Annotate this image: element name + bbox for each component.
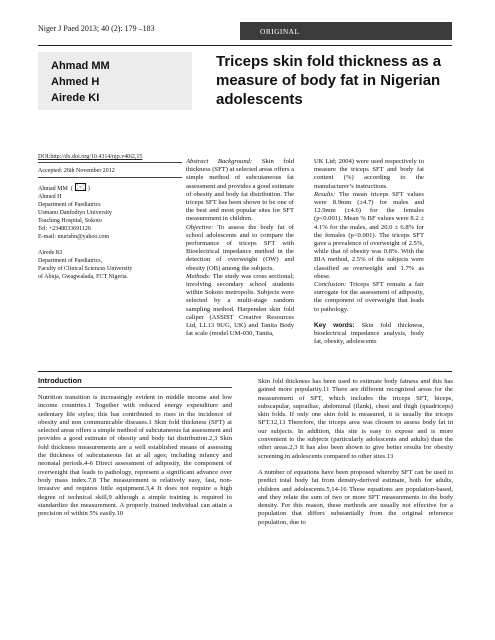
divider [38,387,232,388]
affiliation-phone: Tel: +2348033691126 [38,226,91,232]
abstract-conclusion [314,281,424,314]
affiliation-line: Faculty of Clinical Sciences University [38,266,133,272]
abstract-methods-cont: UK Ltd; 2004) were used respectively to measure the triceps SFT and body fat content (%) according to the manufacturer’s instructions. [314,158,424,190]
keywords-label: Key words: [314,321,355,329]
abstract-text: Skin fold thickness (SFT) at selected areas offers a simple method of subcutaneous fat assessment and provides a good estimate of obesity and body fat distribution. The triceps SFT has been shown to be one of the best and most popular sites for SFT measurement in children. [186,158,294,223]
body-column-left [38,394,232,526]
journal-reference: Niger J Paed 2013; 40 (2): 179 –183 [38,24,155,33]
divider [38,177,182,178]
abstract-text: Triceps SFT remain a fair surrogate for the assessment of adiposity, the component of overweight that leads to pathology. [314,281,425,313]
corresponding-suffix: ) [87,186,90,192]
author-name: Ahmad MM [51,60,110,72]
affiliation-line: Usmanu Danfodiyo University [38,210,112,216]
affiliation-line: Department of Paediatrics [38,202,101,208]
abstract-methods [186,273,294,339]
abstract-background [186,158,294,224]
body-paragraph: Skin fold thickness has been used to estimate body fatness and this has gained more popularity.11 There are different recognized areas for the measurement of SFT, which includes the triceps SFT, biceps, subscapular, suprailiac, abdominal (flank), chest and thigh (quadriceps) skin folds. If only one skin fold is measured, it is usually the triceps SFT.12,13 Therefore, the triceps area was chosen to assess body fat in our subjects. In addition, this site is easy to expose and is more convenient to the subjects (particularly adolescents and adults) than the other areas.2,3 It has also been shown to give better results for obesity screening in adolescents compared to other sites.13 [258,378,453,460]
body-paragraph: A number of equations have been proposed whereby SFT can be used to predict total body fat from density-derived estimate, both for adults, children and adolescents.5,14-16 These equations are population-based, and they relate the sum of two or more SFT measurements to the body density. For this reason, these methods are usually not effective for a population that differs substantially from the original reference population, due to [258,468,453,526]
affiliation-line: of Abuja, Gwagwalada, FCT Nigeria. [38,274,129,280]
author-name: Airede KI [51,92,100,104]
keywords [314,322,424,347]
abstract-text: To assess the body fat of school adolescents and to compare the performance of triceps SFT with Bioelectrical impedance method in the detection of overweight (OW) and obesity (OB) among the subjects. [186,223,295,272]
affiliation-line: Ahmed H [38,194,62,200]
section-rule [38,371,452,372]
section-tab-label: ORIGINAL [260,27,300,36]
abstract-column-2 [314,158,424,346]
affiliations [38,183,188,281]
abstract-label: Results: [314,190,336,198]
abstract-label: Abstract Background: [186,158,253,165]
abstract-column-1 [186,158,294,338]
introduction-heading: Introduction [38,376,82,385]
body-paragraph: Nutrition transition is increasingly evident in middle income and low income countries.1 Together with reduced energy expenditure and sedentary life styles; this has contributed to rises in the incidence of obesity and non communicable diseases.1 Skin fold thickness (SFT) at selected areas offers a simple method of subcutaneous fat assessment and provides a good estimate of obesity and body fat distribution.2,3 Skin fold thickness measurements are a well established means of assessing the thickness of subcutaneous fat at all ages; including infancy and neonatal periods.4-6 Direct assessment of adiposity, the component of overweight that leads to pathology, represent a significant advance over body mass index.7,8 The measurement is relatively easy, fast, non-invasive and requires little equipment.3,4 It does not require a high degree of technical skill,9 although a simple training is required to standardize the measurement. A properly trained individual can attain a precision of within 5% easily.10 [38,394,232,518]
divider [38,162,182,163]
article-title: Triceps skin fold thickness as a measure of body fat in Nigerian adolescents [216,53,442,108]
envelope-icon [75,183,86,191]
doi-link[interactable]: DOI:http://dx.doi.org/10.4314/njp.v40i2,15 [38,154,143,160]
abstract-results [314,191,424,281]
abstract-label: Objective: [186,223,214,231]
authors-box [38,52,192,110]
abstract-text: The study was cross sectional; involving secondary school students within Sokoto metropolis. Subjects were selected by a multi-stage random sampling method. Harpenden skin fold caliper (ASSIST Creative Resources Ltd, LL13 9UG, UK) and Tanita Body fat scale (model UM-030, Tanita, [186,272,295,338]
abstract-label: Conclusion: [314,281,347,289]
body-column-right [258,378,453,535]
corresponding-author: Ahmad MM ( ) [38,183,188,193]
section-tab [240,22,452,40]
affiliation-line: Teaching Hospital, Sokoto [38,218,102,224]
affiliation-email[interactable]: E-mail: murisbn@yahoo.com [38,234,110,240]
keywords-text: Skin fold thickness, bioelectrical impedance analysis, body fat, obesity, adolescents [314,321,424,346]
author-name: Ahmed H [51,76,100,88]
abstract-text: The mean triceps SFT values were 8.9mm (±4.7) for males and 12.9mm (±4.6) for the females (p<0.001). Mean % BF values were 8.2 ± 4.1% for the males, and 20.0 ± 6.8% for the females (p<0.001). The triceps SFT gave a prevalence of overweight of 2.5%, while that of obesity was 0.8%. With the BIA method, 2.5% of the subjects were classified as overweight and 1.7% as obese. [314,190,424,280]
affiliation-line: Department of Paediatrics, [38,258,103,264]
corresponding-name: Ahmad MM [38,186,68,192]
abstract-objective [186,224,294,273]
accepted-date: Accepted: 26th November 2012 [38,168,115,174]
affiliation-line: Airede KI [38,250,63,256]
header-rule [38,45,452,46]
abstract-label: Methods: [186,272,211,280]
